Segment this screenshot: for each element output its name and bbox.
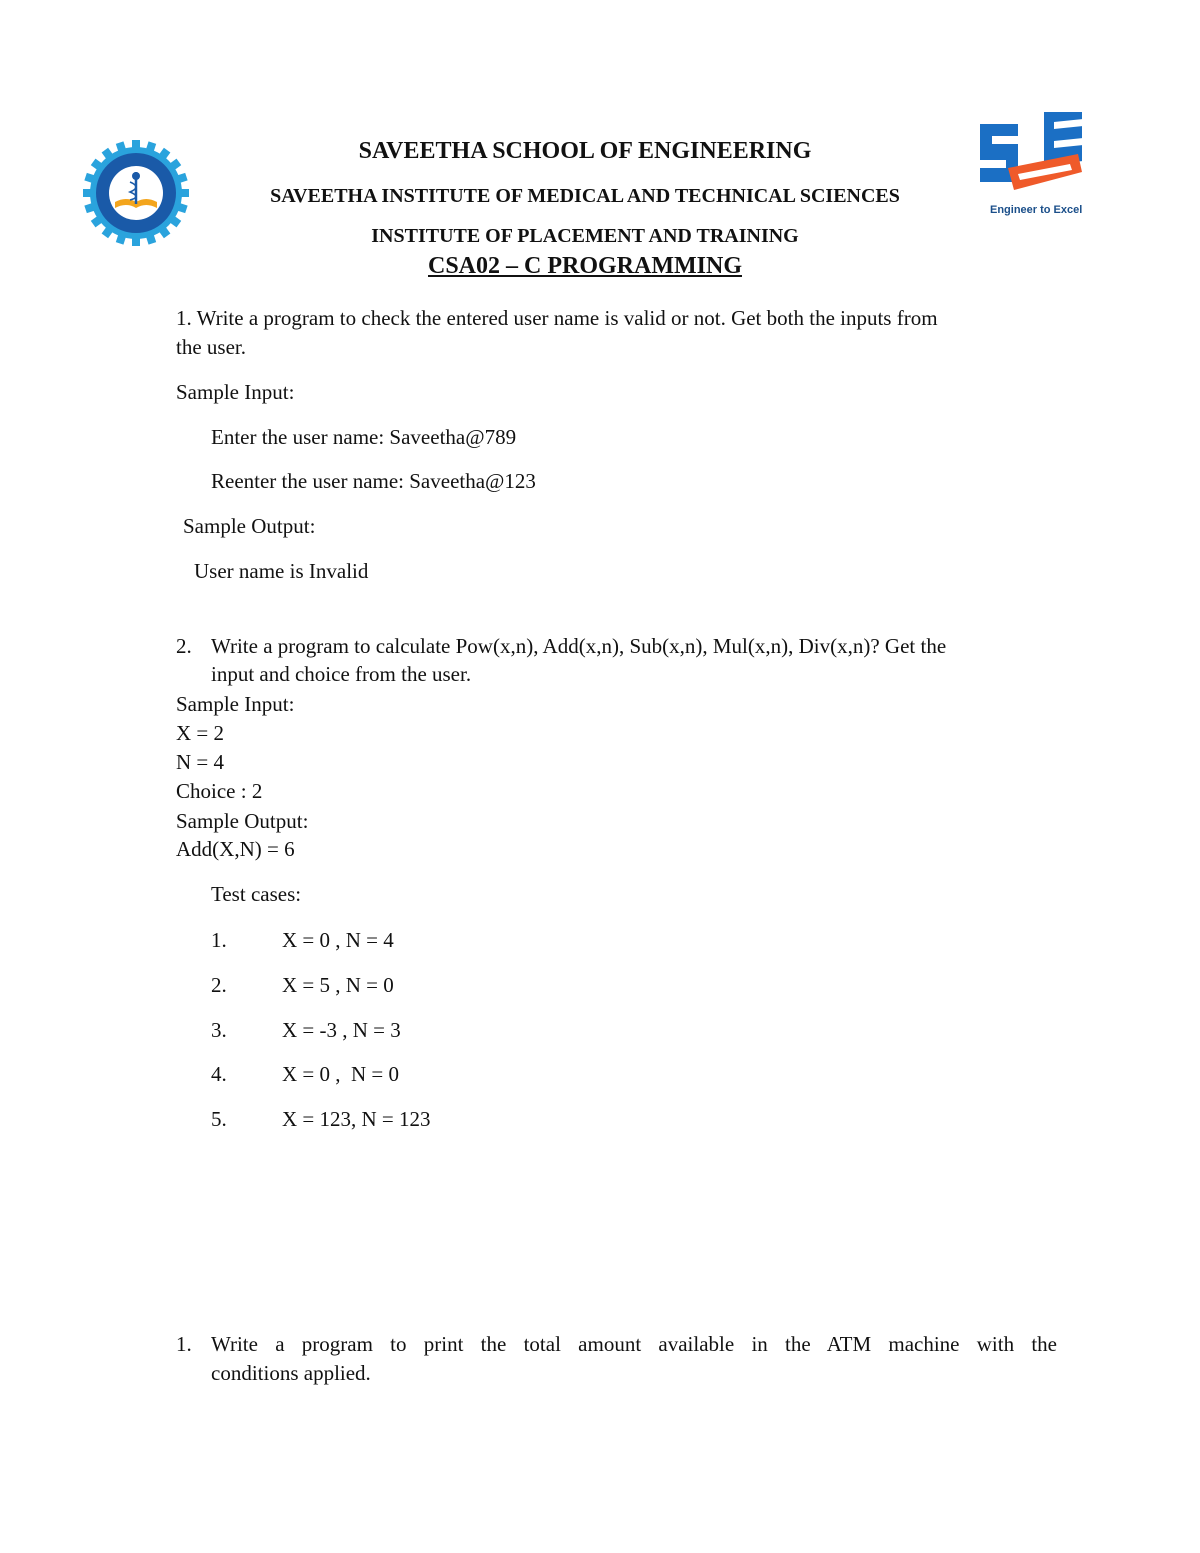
q1-text-line2: the user.: [176, 335, 246, 359]
test-case-text: X = 5 , N = 0: [282, 973, 394, 997]
q2-number: 2.: [176, 634, 192, 658]
q1-sample-input-label: Sample Input:: [176, 380, 295, 404]
q1-input-line2: Reenter the user name: Saveetha@123: [211, 469, 536, 493]
q2-choice-line: Choice : 2: [176, 779, 263, 803]
q2-sample-input-label: Sample Input:: [176, 692, 295, 716]
test-case-text: X = -3 , N = 3: [282, 1018, 401, 1042]
test-case-text: X = 0 , N = 0: [282, 1062, 400, 1086]
logo-tagline: Engineer to Excel: [990, 204, 1083, 216]
test-case-number: 2.: [211, 973, 227, 997]
test-case-number: 1.: [211, 928, 227, 952]
q1-output-line: User name is Invalid: [194, 559, 369, 583]
department-title: INSTITUTE OF PLACEMENT AND TRAINING: [371, 225, 799, 247]
institute-title: SAVEETHA INSTITUTE OF MEDICAL AND TECHNICAL SCIENCES: [270, 185, 900, 207]
q2-text-line2: input and choice from the user.: [211, 662, 472, 686]
q3-text-line1: Write a program to print the total amount available in the ATM machine with the: [211, 1332, 1057, 1356]
test-case-text: X = 0 , N = 4: [282, 928, 394, 952]
sse-logo: [978, 112, 1090, 222]
test-case-text: X = 123, N = 123: [282, 1107, 431, 1131]
q2-x-line: X = 2: [176, 721, 225, 745]
q2-test-cases-label: Test cases:: [211, 882, 302, 906]
q2-text-line1: Write a program to calculate Pow(x,n), Add(x,n), Sub(x,n), Mul(x,n), Div(x,n)? Get the: [211, 634, 947, 658]
q3-text-line2: conditions applied.: [211, 1361, 371, 1385]
q1-sample-output-label: Sample Output:: [183, 514, 316, 538]
school-title: SAVEETHA SCHOOL OF ENGINEERING: [358, 138, 812, 164]
test-case-number: 5.: [211, 1107, 227, 1131]
q2-n-line: N = 4: [176, 750, 225, 774]
q2-sample-output-label: Sample Output:: [176, 809, 309, 833]
course-title: CSA02 – C PROGRAMMING: [428, 253, 742, 279]
test-case-number: 4.: [211, 1062, 227, 1086]
q1-text-line1: 1. Write a program to check the entered user name is valid or not. Get both the inputs from: [176, 306, 938, 330]
q2-output-line: Add(X,N) = 6: [176, 837, 295, 861]
test-case-number: 3.: [211, 1018, 227, 1042]
q1-input-line1: Enter the user name: Saveetha@789: [211, 425, 517, 449]
q3-number: 1.: [176, 1332, 192, 1356]
